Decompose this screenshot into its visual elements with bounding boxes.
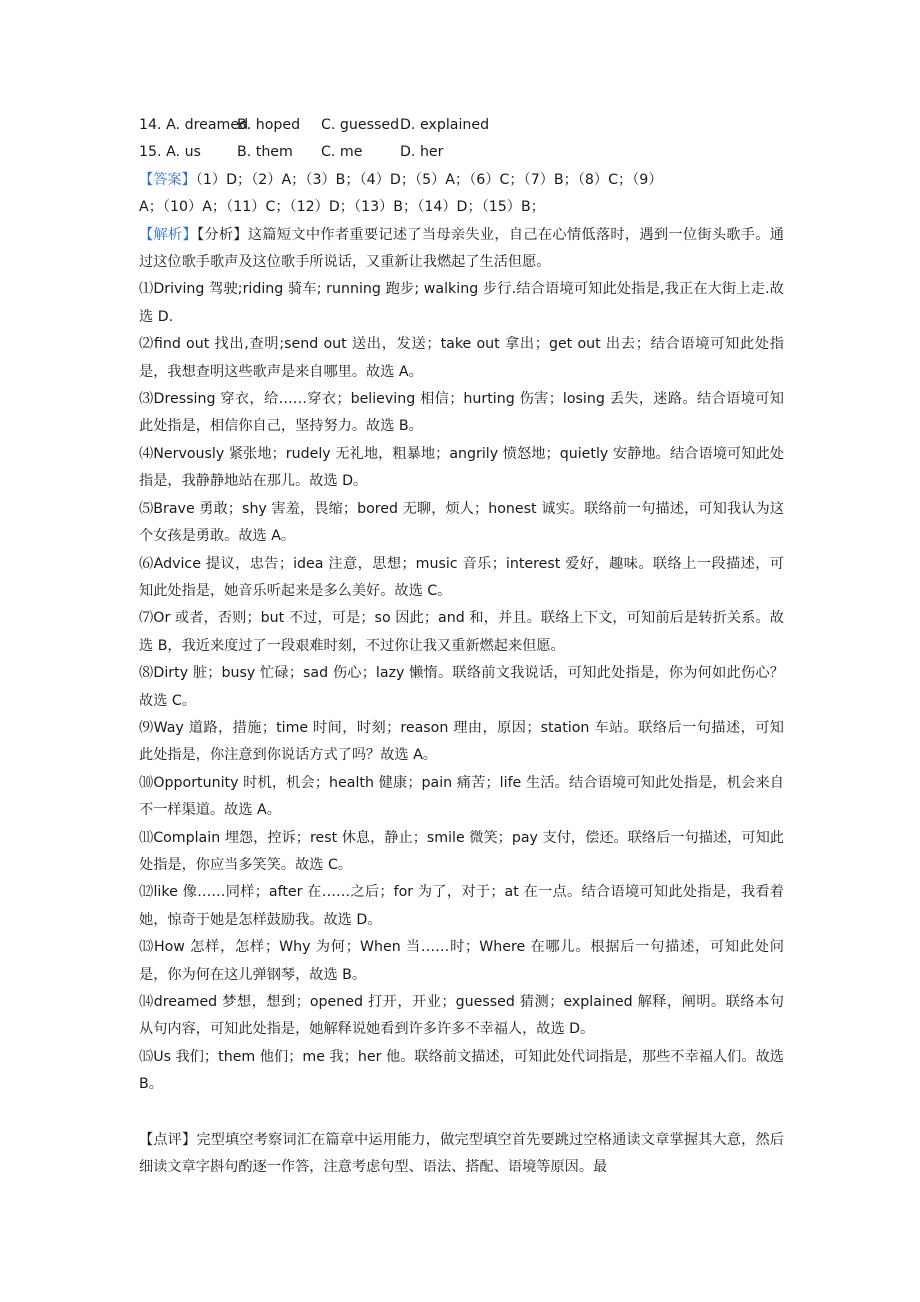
document-page	[139, 112, 784, 1181]
explanation-item-12: ⑿like 像……同样；after 在……之后；for 为了，对于；at 在一点。结合语境可知此处指是，我看着她，惊奇于她是怎样鼓励我。故选 D。	[139, 884, 784, 928]
answer-tag: 【答案】	[139, 171, 196, 188]
comment-paragraph: 【点评】完型填空考察词汇在篇章中运用能力，做完型填空首先要跳过空格通读文章掌握其大意，然后细读文章字斟句酌逐一作答，注意考虑句型、语法、搭配、语境等原因。最	[139, 1131, 784, 1176]
option-number: 14.	[139, 117, 162, 133]
option-d: D. explained	[400, 117, 490, 133]
option-number: 15.	[139, 144, 162, 161]
answer-text-1: （1）D；（2）A；（3）B；（4）D；（5）A；（6）C；（7）B；（8）C；（9）	[195, 171, 663, 188]
explanation-item-11: ⑾Complain 埋怨，控诉；rest 休息，静止；smile 微笑；pay 支付，偿还。联络后一句描述，可知此处指是，你应当多笑笑。故选 C。	[139, 829, 784, 873]
explanation-item-7: ⑺Or 或者，否则；but 不过，可是；so 因此；and 和，并且。联络上下文，可知前后是转折关系。故选 B，我近来度过了一段艰难时刻，不过你让我又重新燃起来但愿。	[139, 610, 784, 654]
explanation-item-13: ⒀How 怎样，怎样；Why 为何；When 当……时；Where 在哪儿。根据后一句描述，可知此处问是，你为何在这儿弹钢琴，故选 B。	[139, 939, 784, 983]
option-b: B. hoped	[237, 117, 301, 133]
option-row-14	[139, 112, 784, 139]
answer-line-2: A；（10）A；（11）C；（12）D；（13）B；（14）D；（15）B；	[139, 199, 545, 216]
explanation-item-2: ⑵find out 找出,查明;send out 送出，发送；take out 拿出；get out 出去；结合语境可知此处指是，我想查明这些歌声是来自哪里。故选 A。	[139, 336, 784, 380]
option-row-15	[139, 139, 784, 166]
explanation-item-4: ⑷Nervously 紧张地；rudely 无礼地，粗暴地；angrily 愤怒地；quietly 安静地。结合语境可知此处指是，我静静地站在那儿。故选 D。	[139, 445, 784, 490]
explanation-item-1: ⑴Driving 驾驶;riding 骑车; running 跑步; walking 步行.结合语境可知此处指是,我正在大街上走.故选 D.	[139, 281, 784, 325]
analysis-text: 【分析】这篇短文中作者重要记述了当母亲失业，自己在心情低落时，遇到一位街头歌手。通过这位歌手歌声及这位歌手所说话，又重新让我燃起了生活但愿。	[139, 226, 784, 271]
option-c: C. me	[321, 144, 363, 161]
option-a: A. us	[166, 144, 201, 161]
answer-line-1	[139, 167, 784, 194]
analysis-tag: 【解析】	[139, 226, 197, 243]
explanation-item-8: ⑻Dirty 脏；busy 忙碌；sad 伤心；lazy 懒惰。联络前文我说话，可知此处指是，你为何如此伤心？故选 C。	[139, 665, 784, 709]
option-a: A. dreamed	[166, 117, 249, 133]
explanation-item-14: ⒁dreamed 梦想，想到；opened 打开，开业；guessed 猜测；explained 解释，阐明。联络本句从句内容，可知此处指是，她解释说她看到许多许多不幸福人，故选 D。	[139, 994, 784, 1038]
option-c: C. guessed	[321, 117, 400, 133]
analysis-paragraph	[139, 222, 784, 277]
option-d: D. her	[400, 144, 444, 161]
explanation-item-9: ⑼Way 道路，措施；time 时间，时刻；reason 理由，原因；station 车站。联络后一句描述，可知此处指是，你注意到你说话方式了吗？故选 A。	[139, 719, 784, 764]
option-b: B. them	[237, 144, 293, 161]
explanation-item-15: ⒂Us 我们；them 他们；me 我；her 他。联络前文描述，可知此处代词指是，那些不幸福人们。故选 B。	[139, 1048, 784, 1093]
explanation-item-6: ⑹Advice 提议，忠告；idea 注意，思想；music 音乐；interest 爱好，趣味。联络上一段描述，可知此处指是，她音乐听起来是多么美好。故选 C。	[139, 555, 784, 599]
explanation-item-3: ⑶Dressing 穿衣，给……穿衣；believing 相信；hurting 伤害；losing 丢失，迷路。结合语境可知此处指是，相信你自己，坚持努力。故选 B。	[139, 391, 784, 435]
explanation-item-5: ⑸Brave 勇敢；shy 害羞，畏缩；bored 无聊，烦人；honest 诚实。联络前一句描述，可知我认为这个女孩是勇敢。故选 A。	[139, 500, 784, 545]
explanation-item-10: ⑽Opportunity 时机，机会；health 健康；pain 痛苦；life 生活。结合语境可知此处指是，机会来自不一样渠道。故选 A。	[139, 774, 784, 819]
